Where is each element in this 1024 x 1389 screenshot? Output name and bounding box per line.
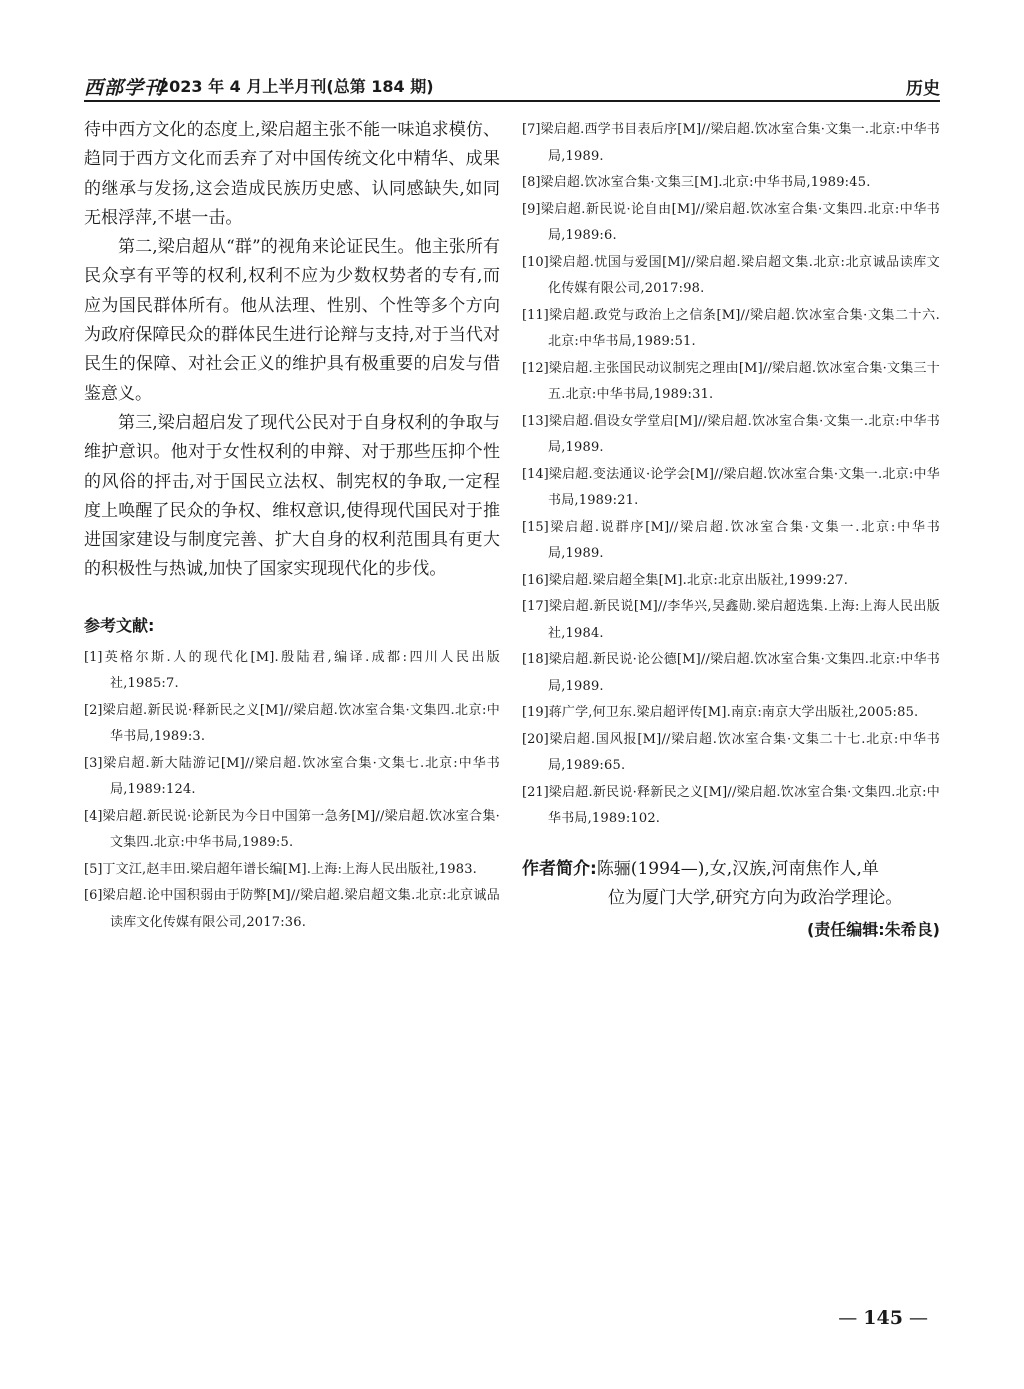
left-column xyxy=(84,116,500,936)
reference-item xyxy=(522,568,940,595)
header-rule xyxy=(84,100,940,102)
reference-item xyxy=(522,700,940,727)
reference-number: [7] xyxy=(522,122,541,137)
reference-text: 梁启超.新民说·论新民为今日中国第一急务[M]//梁启超.饮冰室合集·文集四.北京:中华书局,1989:5. xyxy=(102,808,500,851)
author-bio-line xyxy=(522,855,940,884)
reference-text: 梁启超.新民说·释新民之义[M]//梁启超.饮冰室合集·文集四.北京:中华书局,1989:102. xyxy=(548,784,940,826)
body-paragraph: 第二,梁启超从“群”的视角来论证民生。他主张所有民众享有平等的权利,权利不应为少数权势者的专有,而应为国民群体所有。他从法理、性别、个性等多个方向为政府保障民众的群体民生进行论辩与支持,对于当代对民生的保障、对社会正义的维护具有极重要的启发与借鉴意义。 xyxy=(84,237,500,404)
reference-text: 梁启超.梁启超全集[M].北京:北京出版社,1999:27. xyxy=(548,572,849,588)
reference-number: [15] xyxy=(522,519,549,535)
reference-number: [9] xyxy=(522,201,541,217)
reference-number: [10] xyxy=(522,254,549,270)
reference-number: [11] xyxy=(522,307,549,323)
reference-text: 梁启超.新民说·释新民之义[M]//梁启超.饮冰室合集·文集四.北京:中华书局,1989:3. xyxy=(102,702,500,745)
reference-text: 梁启超.主张国民动议制宪之理由[M]//梁启超.饮冰室合集·文集三十五.北京:中华书局,1989:31. xyxy=(548,360,940,402)
reference-text: 梁启超.饮冰室合集·文集三[M].北京:中华书局,1989:45. xyxy=(540,175,871,190)
reference-text: 丁文江,赵丰田.梁启超年谱长编[M].上海:上海人民出版社,1983. xyxy=(102,861,478,877)
reference-text: 梁启超.变法通议·论学会[M]//梁启超.饮冰室合集·文集一.北京:中华书局,1989:21. xyxy=(548,466,940,508)
reference-item xyxy=(522,250,940,303)
body-paragraph: 待中西方文化的态度上,梁启超主张不能一味追求模仿、趋同于西方文化而丢弃了对中国传统文化中精华、成果的继承与发扬,这会造成民族历史感、认同感缺失,如同无根浮萍,不堪一击。 xyxy=(84,120,500,228)
references-heading: 参考文献: xyxy=(84,615,155,635)
page-dash: — xyxy=(902,1307,928,1329)
reference-text: 梁启超.政党与政治上之信条[M]//梁启超.饮冰室合集·文集二十六.北京:中华书局,1989:51. xyxy=(548,307,940,349)
reference-item xyxy=(84,698,500,751)
reference-number: [1] xyxy=(84,649,103,665)
reference-item xyxy=(522,780,940,833)
reference-number: [13] xyxy=(522,413,549,429)
reference-number: [4] xyxy=(84,808,103,824)
reference-number: [5] xyxy=(84,861,103,877)
reference-number: [18] xyxy=(522,652,549,667)
reference-number: [20] xyxy=(522,731,549,747)
reference-item xyxy=(522,303,940,356)
author-bio-line: 位为厦门大学,研究方向为政治学理论。 xyxy=(608,887,903,908)
reference-number: [3] xyxy=(84,755,103,771)
author-bio xyxy=(522,855,940,913)
page-number xyxy=(838,1307,928,1329)
right-column xyxy=(522,117,940,944)
reference-number: [6] xyxy=(84,888,103,904)
reference-number: [21] xyxy=(522,784,549,800)
section-title: 历史 xyxy=(906,79,940,99)
page-dash: — xyxy=(838,1307,864,1329)
reference-item xyxy=(522,409,940,462)
reference-item xyxy=(522,727,940,780)
reference-text: 梁启超.新民说·论自由[M]//梁启超.饮冰室合集·文集四.北京:中华书局,1989:6. xyxy=(540,201,940,243)
reference-item xyxy=(522,462,940,515)
reference-text: 英格尔斯.人的现代化[M].殷陆君,编译.成都:四川人民出版社,1985:7. xyxy=(102,649,500,692)
reference-text: 梁启超.新民说[M]//李华兴,吴鑫勋.梁启超选集.上海:上海人民出版社,1984. xyxy=(548,599,940,641)
reference-number: [17] xyxy=(522,599,549,614)
journal-issue: 2023 年 4 月上半月刊(总第 184 期) xyxy=(158,77,434,96)
reference-item xyxy=(522,515,940,568)
body-paragraph: 第三,梁启超启发了现代公民对于自身权利的争取与维护意识。他对于女性权利的申辩、对于那些压抑个性的风俗的抨击,对于国民立法权、制宪权的争取,一定程度上唤醒了民众的争权、维权意识,使得现代国民对于推进国家建设与制度完善、扩大自身的权利范围具有更大的积极性与热诚,加快了国家实现现代化的步伐。 xyxy=(84,412,500,580)
reference-item xyxy=(84,883,500,936)
reference-list-right xyxy=(522,117,940,833)
reference-item xyxy=(522,647,940,700)
reference-item xyxy=(522,197,940,250)
reference-number: [19] xyxy=(522,705,549,720)
reference-text: 梁启超.国风报[M]//梁启超.饮冰室合集·文集二十七.北京:中华书局,1989:65. xyxy=(548,731,940,773)
page-number-value: 145 xyxy=(863,1307,903,1329)
reference-text: 梁启超.新民说·论公德[M]//梁启超.饮冰室合集·文集四.北京:中华书局,1989. xyxy=(548,652,940,694)
reference-list-left xyxy=(84,645,500,937)
reference-item xyxy=(522,170,940,197)
reference-number: [2] xyxy=(84,702,103,718)
reference-text: 梁启超.西学书目表后序[M]//梁启超.饮冰室合集·文集一.北京:中华书局,1989. xyxy=(540,122,940,164)
reference-text: 梁启超.说群序[M]//梁启超.饮冰室合集·文集一.北京:中华书局,1989. xyxy=(548,519,940,561)
page-header xyxy=(84,70,940,100)
editor-credit: (责任编辑:朱希良) xyxy=(806,919,940,939)
reference-item xyxy=(522,356,940,409)
reference-text: 梁启超.忧国与爱国[M]//梁启超.梁启超文集.北京:北京诚品读库文化传媒有限公司,2017:98. xyxy=(548,254,940,296)
author-bio-text: 陈骊(1994—),女,汉族,河南焦作人,单 xyxy=(596,858,879,879)
reference-item xyxy=(522,594,940,647)
reference-text: 梁启超.倡设女学堂启[M]//梁启超.饮冰室合集·文集一.北京:中华书局,1989. xyxy=(548,413,940,455)
reference-item xyxy=(522,117,940,170)
reference-number: [16] xyxy=(522,572,549,588)
reference-text: 梁启超.新大陆游记[M]//梁启超.饮冰室合集·文集七.北京:中华书局,1989:124. xyxy=(102,755,500,798)
journal-logo: 西部学刊 xyxy=(84,77,165,99)
reference-item xyxy=(84,857,500,884)
reference-text: 蒋广学,何卫东.梁启超评传[M].南京:南京大学出版社,2005:85. xyxy=(548,705,919,720)
author-label: 作者简介: xyxy=(522,858,597,879)
reference-item xyxy=(84,645,500,698)
reference-item xyxy=(84,751,500,804)
reference-number: [14] xyxy=(522,466,549,482)
reference-text: 梁启超.论中国积弱由于防弊[M]//梁启超.梁启超文集.北京:北京诚品读库文化传媒有限公司,2017:36. xyxy=(102,888,500,930)
reference-number: [8] xyxy=(522,175,541,190)
reference-number: [12] xyxy=(522,360,549,376)
reference-item xyxy=(84,804,500,857)
